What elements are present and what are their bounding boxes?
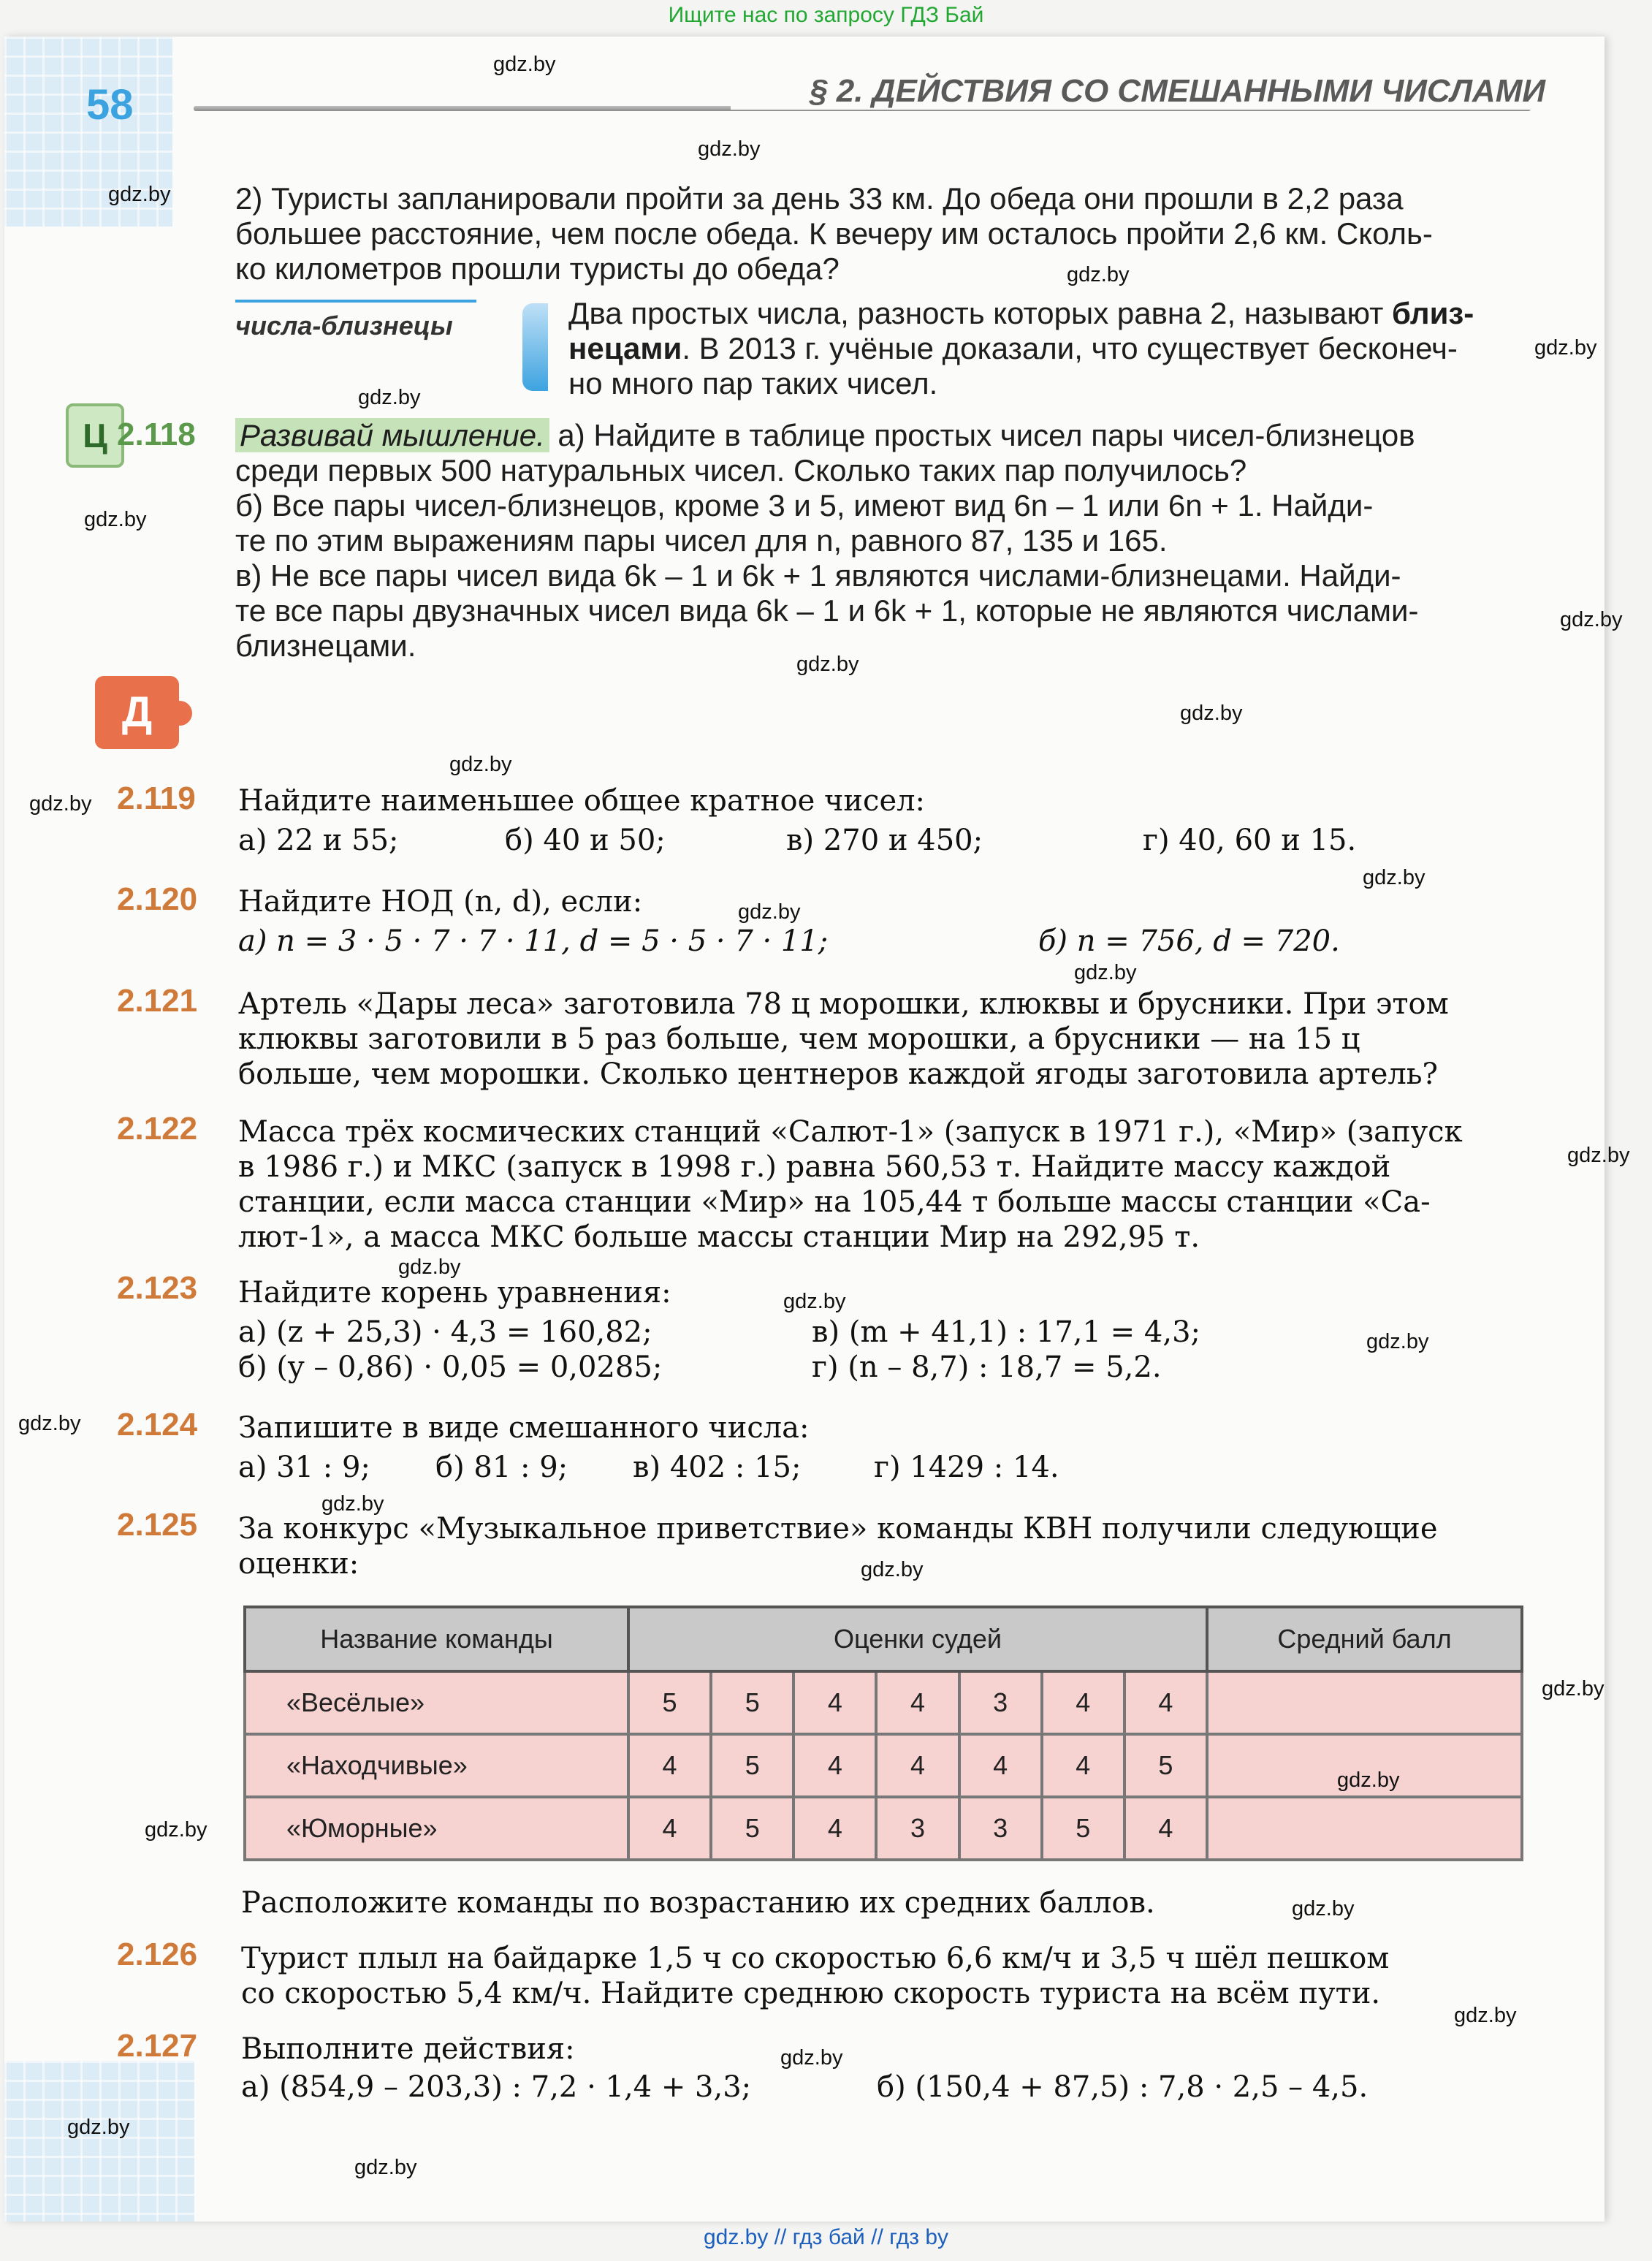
column-header: Название команды	[245, 1607, 628, 1671]
item-b: б) n = 756, d = 720.	[1038, 924, 1340, 958]
table-row	[245, 1797, 1522, 1860]
problem-number: 2.119	[117, 780, 196, 816]
problem-2-118	[235, 418, 1536, 664]
score-cell: 4	[628, 1734, 711, 1797]
score-cell: 4	[876, 1671, 959, 1734]
watermark: gdz.by	[1560, 608, 1623, 631]
text-line: но много пар таких чисел.	[568, 366, 938, 400]
term-label: числа-близнецы	[235, 311, 453, 341]
watermark: gdz.by	[493, 53, 556, 76]
watermark: gdz.by	[1454, 2004, 1517, 2027]
text-line: ко километров прошли туристы до обеда?	[235, 251, 840, 286]
watermark: gdz.by	[1534, 336, 1597, 360]
score-cell: 4	[1042, 1734, 1124, 1797]
watermark: gdz.by	[738, 900, 801, 924]
watermark: gdz.by	[358, 386, 421, 409]
watermark: gdz.by	[321, 1492, 384, 1516]
problem-title: Найдите наименьшее общее кратное чисел:	[238, 784, 926, 818]
item-g: г) (n – 8,7) : 18,7 = 5,2.	[812, 1350, 1162, 1384]
problem-number: 2.121	[117, 983, 198, 1019]
problem-2-121	[238, 987, 1539, 1092]
text-line: Турист плыл на байдарке 1,5 ч со скоростью 6,6 км/ч и 3,5 ч шёл пешком	[241, 1942, 1390, 1975]
table-row	[245, 1734, 1522, 1797]
score-cell: 5	[1124, 1734, 1207, 1797]
definition-text	[568, 296, 1533, 401]
item-a: а) 22 и 55;	[238, 824, 399, 857]
watermark: gdz.by	[861, 1558, 924, 1581]
item-d: г) 40, 60 и 15.	[1143, 824, 1357, 857]
watermark: gdz.by	[18, 1412, 81, 1435]
score-cell: 3	[959, 1671, 1042, 1734]
homework-section-badge: Д	[95, 676, 179, 749]
top-banner[interactable]: Ищите нас по запросу ГДЗ Бай	[668, 3, 984, 27]
text-line: лют-1», а масса МКС больше массы станции Мир на 292,95 т.	[238, 1220, 1200, 1254]
score-cell: 4	[793, 1734, 876, 1797]
team-name: «Юморные»	[245, 1797, 628, 1860]
problem-number: 2.118	[117, 417, 196, 452]
text-line: в 1986 г.) и МКС (запуск в 1998 г.) равна 560,53 т. Найдите массу каждой	[238, 1150, 1391, 1184]
problem-title: Выполните действия:	[241, 2032, 575, 2066]
item-b: б) (150,4 + 87,5) : 7,8 · 2,5 – 4,5.	[877, 2070, 1369, 2104]
table-row	[245, 1671, 1522, 1734]
score-cell: 5	[628, 1671, 711, 1734]
sidebar-divider	[235, 300, 476, 303]
problem-number: 2.123	[117, 1270, 198, 1306]
item-a: а) n = 3 · 5 · 7 · 7 · 11, d = 5 · 5 · 7 · 11;	[238, 924, 829, 958]
watermark: gdz.by	[1366, 1330, 1429, 1353]
score-cell: 4	[876, 1734, 959, 1797]
problem-2-119	[238, 783, 1539, 864]
score-cell: 3	[959, 1797, 1042, 1860]
section-title: § 2. ДЕЙСТВИЯ СО СМЕШАННЫМИ ЧИСЛАМИ	[731, 73, 1545, 110]
text-line: со скоростью 5,4 км/ч. Найдите среднюю скорость туриста на всём пути.	[241, 1977, 1381, 2010]
text-line: За конкурс «Музыкальное приветствие» команды КВН получили следующие	[238, 1512, 1438, 1546]
watermark: gdz.by	[1542, 1677, 1605, 1700]
problem-number: 2.125	[117, 1507, 198, 1543]
watermark: gdz.by	[1567, 1144, 1630, 1167]
item-a: а) 31 : 9;	[238, 1451, 370, 1484]
watermark: gdz.by	[783, 1290, 846, 1313]
watermark: gdz.by	[1180, 702, 1243, 725]
score-cell: 4	[1124, 1797, 1207, 1860]
score-cell: 5	[711, 1671, 793, 1734]
page-number: 58	[86, 81, 134, 129]
problem-number: 2.126	[117, 1937, 198, 1972]
score-cell: 4	[1124, 1671, 1207, 1734]
average-cell	[1207, 1797, 1522, 1860]
score-cell: 4	[628, 1797, 711, 1860]
column-header: Средний балл	[1207, 1607, 1522, 1671]
problem-title: Найдите НОД (n, d), если:	[238, 885, 643, 919]
table-instruction: Расположите команды по возрастанию их средних баллов.	[241, 1886, 1155, 1920]
text-line: близнецами.	[235, 628, 416, 663]
score-cell: 4	[793, 1671, 876, 1734]
problem-number: 2.127	[117, 2028, 198, 2064]
item-c: в) 402 : 15;	[633, 1451, 802, 1484]
task-2-text	[235, 181, 1536, 286]
problem-2-120	[238, 884, 1539, 965]
text-line: Артель «Дары леса» заготовила 78 ц морошки, клюквы и брусники. При этом	[238, 987, 1449, 1021]
watermark: gdz.by	[108, 183, 171, 206]
scores-table	[243, 1606, 1523, 1861]
problem-2-127	[241, 2032, 1542, 2110]
score-cell: 5	[711, 1797, 793, 1860]
problem-title: Запишите в виде смешанного числа:	[238, 1411, 810, 1445]
item-a: а) (z + 25,3) · 4,3 = 160,82;	[238, 1315, 652, 1349]
text-line: оценки:	[238, 1547, 359, 1581]
item-b: б) (y – 0,86) · 0,05 = 0,0285;	[238, 1350, 663, 1384]
text-line: больше, чем морошки. Сколько центнеров каждой ягоды заготовила артель?	[238, 1057, 1438, 1091]
text-span: . В 2013 г. учёные доказали, что существует бесконеч-	[682, 331, 1458, 365]
problem-number: 2.124	[117, 1407, 198, 1443]
watermark: gdz.by	[1067, 263, 1130, 286]
item-a: а) (854,9 – 203,3) : 7,2 · 1,4 + 3,3;	[241, 2070, 752, 2104]
watermark: gdz.by	[145, 1818, 208, 1842]
item-b: б) 40 и 50;	[505, 824, 666, 857]
watermark: gdz.by	[1363, 866, 1425, 889]
average-cell	[1207, 1671, 1522, 1734]
item-d: г) 1429 : 14.	[874, 1451, 1059, 1484]
score-cell: 4	[1042, 1671, 1124, 1734]
score-cell: 5	[711, 1734, 793, 1797]
team-name: «Весёлые»	[245, 1671, 628, 1734]
item-c: в) 270 и 450;	[786, 824, 983, 857]
text-line: 2) Туристы запланировали пройти за день 33 км. До обеда они прошли в 2,2 раза	[235, 181, 1404, 216]
definition-marker	[522, 303, 548, 391]
watermark: gdz.by	[398, 1255, 461, 1279]
watermark: gdz.by	[1074, 961, 1137, 984]
table-header-row	[245, 1607, 1522, 1671]
problem-2-126	[241, 1941, 1542, 2011]
watermark: gdz.by	[796, 653, 859, 676]
highlight-lead: Развивай мышление.	[235, 418, 549, 452]
column-header: Оценки судей	[628, 1607, 1207, 1671]
problem-number: 2.120	[117, 881, 198, 917]
decorative-grid-bottom	[4, 2061, 194, 2222]
challenge-badge: Ц	[66, 403, 124, 468]
text-span: Два простых числа, разность которых равна 2, называют	[568, 296, 1393, 330]
text-line: среди первых 500 натуральных чисел. Сколько таких пар получилось?	[235, 453, 1247, 487]
text-line: б) Все пары чисел-близнецов, кроме 3 и 5, имеют вид 6n – 1 или 6n + 1. Найди-	[235, 488, 1374, 522]
score-cell: 4	[793, 1797, 876, 1860]
item-v: в) (m + 41,1) : 17,1 = 4,3;	[812, 1315, 1200, 1349]
score-cell: 3	[876, 1797, 959, 1860]
watermark: gdz.by	[449, 753, 512, 776]
watermark: gdz.by	[1292, 1897, 1355, 1920]
problem-2-124	[238, 1410, 1539, 1491]
problem-2-122	[238, 1114, 1539, 1255]
watermark: gdz.by	[698, 137, 761, 161]
term-bold: близ-	[1392, 296, 1474, 330]
score-cell: 5	[1042, 1797, 1124, 1860]
watermark: gdz.by	[29, 792, 92, 816]
problem-number: 2.122	[117, 1111, 198, 1147]
text-line: те по этим выражениям пары чисел для n, равного 87, 135 и 165.	[235, 523, 1168, 558]
text-line: Масса трёх космических станций «Салют-1» (запуск в 1971 г.), «Мир» (запуск	[238, 1115, 1463, 1149]
text-line: в) Не все пары чисел вида 6k – 1 и 6k + 1 являются числами-близнецами. Найди-	[235, 558, 1401, 593]
term-bold: нецами	[568, 331, 682, 365]
text-line: клюквы заготовили в 5 раз больше, чем морошки, а брусники — на 15 ц	[238, 1022, 1360, 1056]
text-line: те все пары двузначных чисел вида 6k – 1 и 6k + 1, которые не являются числами-	[235, 593, 1419, 628]
bottom-banner[interactable]: gdz.by // гдз бай // гдз by	[703, 2225, 949, 2249]
watermark: gdz.by	[67, 2116, 130, 2139]
watermark: gdz.by	[1337, 1768, 1400, 1792]
problem-title: Найдите корень уравнения:	[238, 1276, 671, 1310]
team-name: «Находчивые»	[245, 1734, 628, 1797]
item-b: б) 81 : 9;	[435, 1451, 568, 1484]
problem-2-123	[238, 1275, 1539, 1385]
text-span: а) Найдите в таблице простых чисел пары чисел-близнецов	[549, 418, 1415, 452]
text-line: большее расстояние, чем после обеда. К вечеру им осталось пройти 2,6 км. Сколь-	[235, 216, 1433, 251]
watermark: gdz.by	[780, 2046, 843, 2070]
score-cell: 4	[959, 1734, 1042, 1797]
watermark: gdz.by	[354, 2156, 417, 2179]
watermark: gdz.by	[84, 508, 147, 531]
text-line: станции, если масса станции «Мир» на 105,44 т больше массы станции «Са-	[238, 1185, 1431, 1219]
